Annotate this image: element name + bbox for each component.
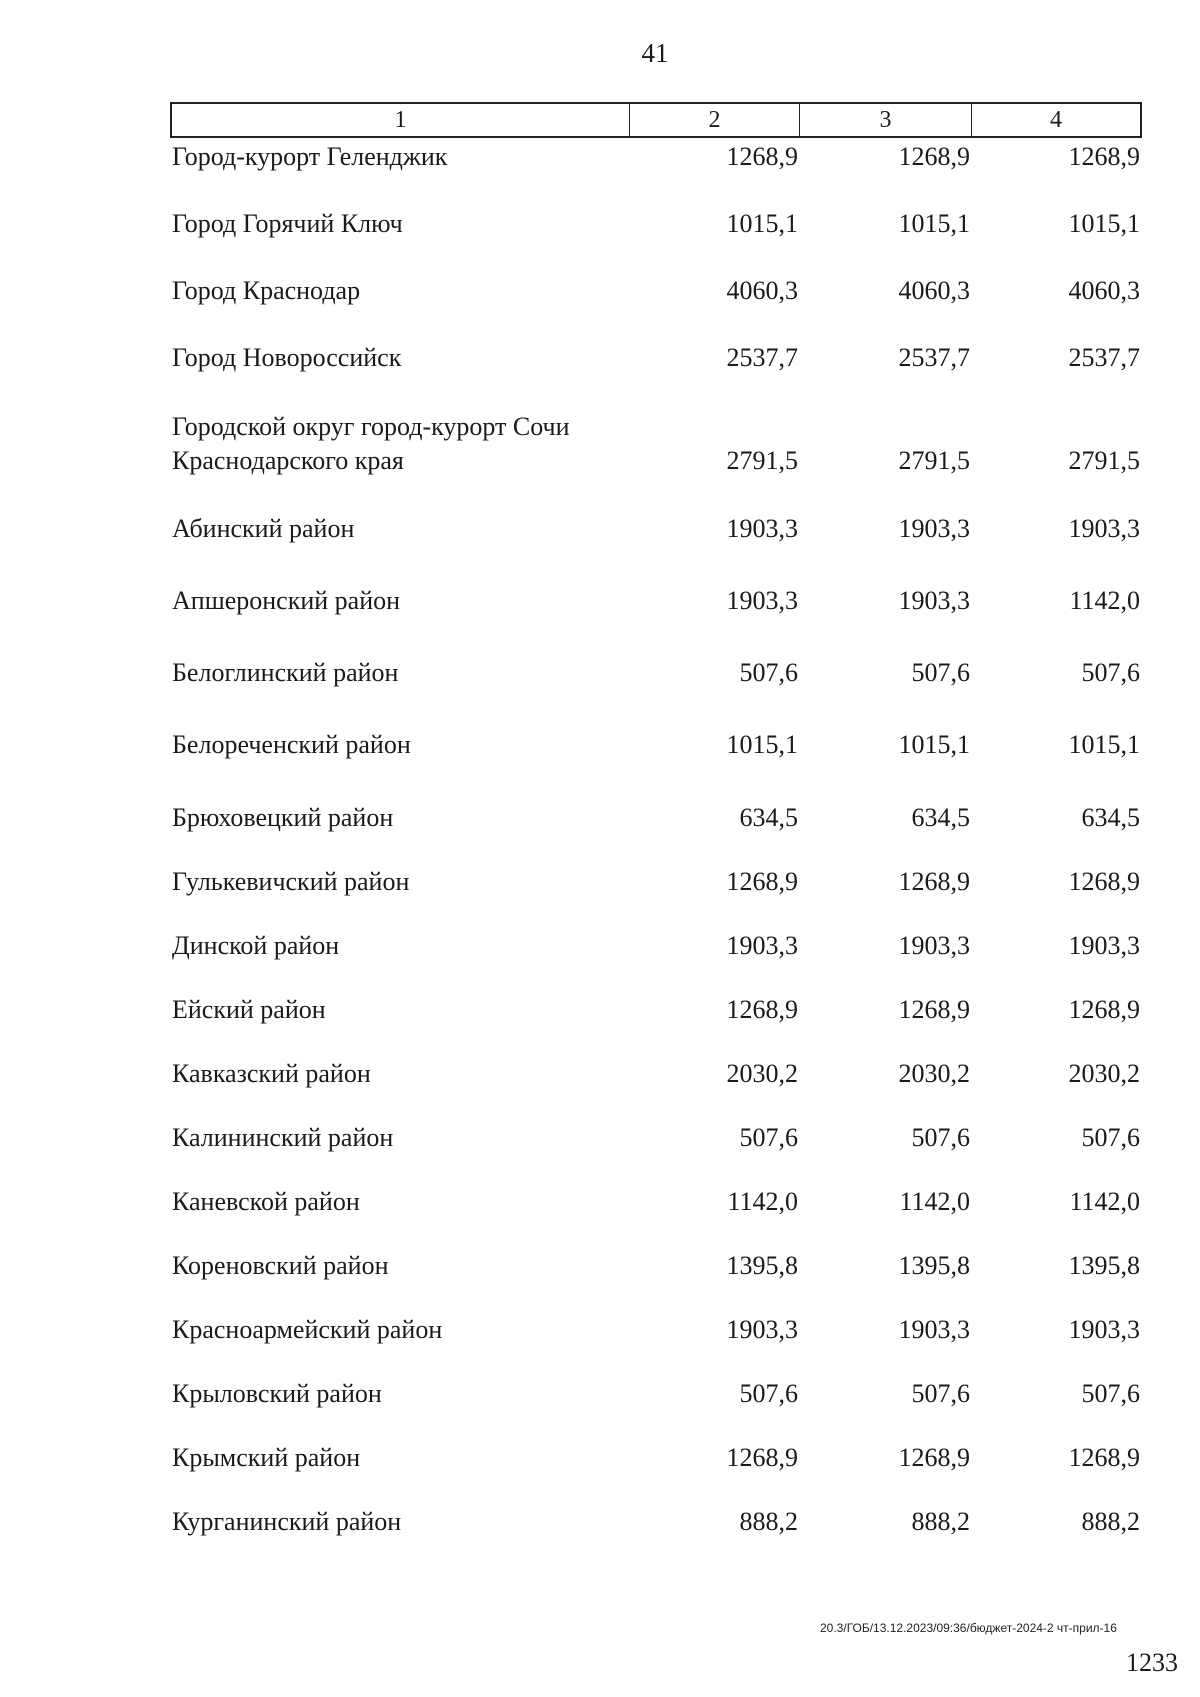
row-value-col2: 1903,3 [726,1315,798,1344]
row-value-col3: 1268,9 [898,995,970,1024]
row-value-col4: 1395,8 [1068,1251,1140,1280]
row-value-col3: 1015,1 [898,209,970,238]
row-value-col4: 2537,7 [1068,343,1140,372]
row-value-col2: 2537,7 [726,343,798,372]
row-value-col3: 1903,3 [898,586,970,615]
row-value-col2: 1268,9 [726,1443,798,1472]
row-value-col2: 1015,1 [726,730,798,759]
row-value-col2: 1395,8 [726,1251,798,1280]
row-value-col2: 1268,9 [726,867,798,896]
document-code: 20.3/ГОБ/13.12.2023/09:36/бюджет-2024-2 чт-прил-16 [820,1621,1117,1635]
row-value-col4: 4060,3 [1068,276,1140,305]
row-value-col4: 634,5 [1081,803,1140,832]
row-name: Брюховецкий район [172,803,394,832]
row-name: Гулькевичский район [172,867,410,896]
row-name: Город Краснодар [172,276,361,305]
header-col-4: 4 [1050,107,1062,133]
row-value-col4: 1268,9 [1068,995,1140,1024]
row-name: Белоглинский район [172,658,399,687]
row-value-col3: 4060,3 [898,276,970,305]
row-value-col2: 2030,2 [726,1059,798,1088]
row-name: Калининский район [172,1123,394,1152]
row-value-col2: 634,5 [739,803,798,832]
header-col-2: 2 [630,104,800,136]
row-value-col4: 1268,9 [1068,1443,1140,1472]
row-name-line-1: Городской округ город-курорт Сочи [172,412,570,441]
row-value-col4: 1903,3 [1068,1315,1140,1344]
row-value-col3: 1268,9 [898,867,970,896]
row-value-col2: 507,6 [739,658,798,687]
row-name [172,410,632,478]
row-value-col3: 507,6 [911,658,970,687]
row-name: Город Новороссийск [172,343,402,372]
row-value-col2: 507,6 [739,1123,798,1152]
row-value-col3: 888,2 [911,1507,970,1536]
row-value-col2: 1015,1 [726,209,798,238]
row-value-col2: 1268,9 [726,995,798,1024]
row-value-col2: 888,2 [739,1507,798,1536]
row-name: Город-курорт Геленджик [172,142,448,171]
row-value-col3: 2791,5 [898,446,970,475]
row-value-col2: 507,6 [739,1379,798,1408]
row-value-col4: 1142,0 [1069,586,1140,615]
row-value-col2: 1903,3 [726,931,798,960]
row-value-col2: 2791,5 [726,446,798,475]
row-value-col4: 1268,9 [1068,867,1140,896]
row-value-col3: 1268,9 [898,1443,970,1472]
row-value-col2: 1142,0 [727,1187,798,1216]
row-value-col4: 1903,3 [1068,514,1140,543]
row-name: Красноармейский район [172,1315,443,1344]
row-name: Кореновский район [172,1251,389,1280]
row-name: Крыловский район [172,1379,382,1408]
row-value-col3: 507,6 [911,1379,970,1408]
row-value-col3: 1903,3 [898,931,970,960]
row-name: Белореченский район [172,730,411,759]
row-value-col4: 2030,2 [1068,1059,1140,1088]
row-value-col3: 1903,3 [898,1315,970,1344]
table-header [170,102,1142,138]
row-value-col3: 1142,0 [899,1187,970,1216]
row-value-col3: 634,5 [911,803,970,832]
row-name: Апшеронский район [172,586,401,615]
row-name: Кавказский район [172,1059,371,1088]
row-name: Город Горячий Ключ [172,209,403,238]
row-name: Курганинский район [172,1507,402,1536]
row-name: Абинский район [172,514,355,543]
row-value-col4: 1015,1 [1068,209,1140,238]
row-value-col3: 507,6 [911,1123,970,1152]
row-name: Крымский район [172,1443,361,1472]
page-number-top: 41 [641,38,669,68]
header-col-1: 1 [172,104,630,136]
row-value-col4: 2791,5 [1068,446,1140,475]
row-name: Каневской район [172,1187,360,1216]
row-value-col2: 4060,3 [726,276,798,305]
row-value-col4: 1903,3 [1068,931,1140,960]
row-value-col4: 888,2 [1081,1507,1140,1536]
row-value-col4: 1015,1 [1068,730,1140,759]
row-value-col4: 507,6 [1081,658,1140,687]
row-value-col3: 1015,1 [898,730,970,759]
row-value-col2: 1903,3 [726,514,798,543]
header-col-3: 3 [800,104,972,136]
row-value-col3: 2030,2 [898,1059,970,1088]
row-name-line-2: Краснодарского края [172,446,404,475]
row-value-col3: 2537,7 [898,343,970,372]
row-name: Ейский район [172,995,326,1024]
row-value-col3: 1395,8 [898,1251,970,1280]
row-value-col2: 1268,9 [726,142,798,171]
row-value-col3: 1268,9 [898,142,970,171]
row-value-col4: 507,6 [1081,1123,1140,1152]
row-value-col3: 1903,3 [898,514,970,543]
row-value-col2: 1903,3 [726,586,798,615]
row-value-col4: 1142,0 [1069,1187,1140,1216]
page-number-bottom: 1233 [1126,1648,1178,1677]
row-name: Динской район [172,931,340,960]
row-value-col4: 507,6 [1081,1379,1140,1408]
row-value-col4: 1268,9 [1068,142,1140,171]
